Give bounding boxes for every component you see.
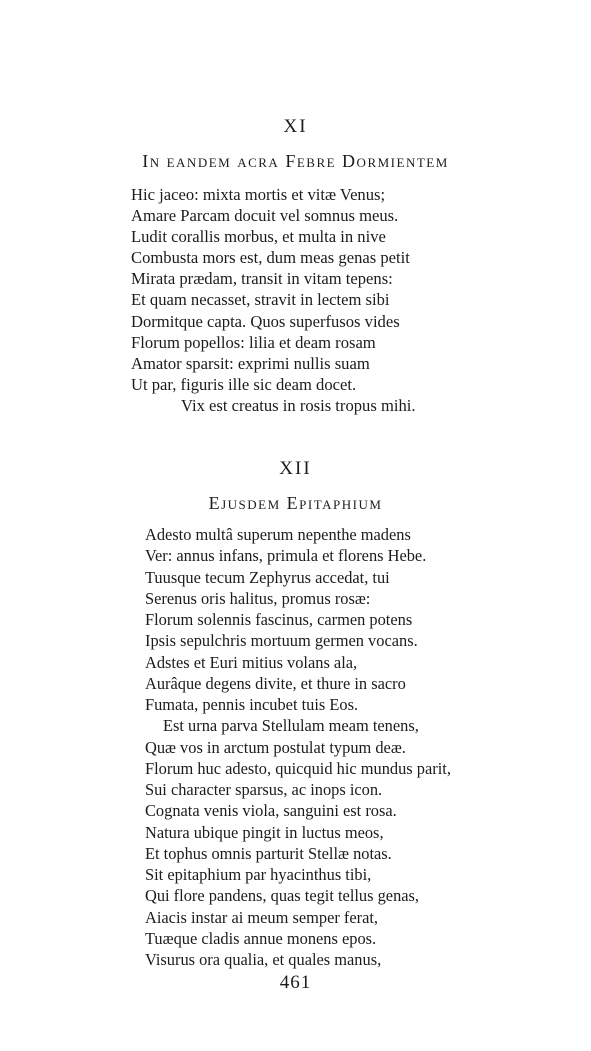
poem-line: Vix est creatus in rosis tropus mihi. [181,395,416,415]
poem-line: Florum huc adesto, quicquid hic mundus parit, [145,758,451,778]
poem-xii-numeral: XII [279,458,312,479]
poem-line: Visurus ora qualia, et quales manus, [145,950,382,969]
poem-line: Natura ubique pingit in luctus meos, [145,822,384,842]
poem-line: Amator sparsit: exprimi nullis suam [131,353,370,373]
poem-line: Sui character sparsus, ac inops icon. [145,780,383,799]
poem-line: Combusta mors est, dum meas genas petit [131,248,410,268]
poem-line: Ludit corallis morbus, et multa in nive [131,227,386,247]
poem-line: Dormitque capta. Quos superfusos vides [131,311,400,331]
poem-line: Cognata venis viola, sanguini est rosa. [145,801,397,821]
poem-line: Adesto multâ superum nepenthe madens [145,525,411,544]
poem-line: Mirata prædam, transit in vitam tepens: [131,269,393,289]
poem-line: Florum popellos: lilia et deam rosam [131,332,376,352]
poem-line: Amare Parcam docuit vel somnus meus. [131,206,399,226]
poem-line: Et tophus omnis parturit Stellæ notas. [145,843,392,863]
poem-line: Florum solennis fascinus, carmen potens [145,610,413,629]
poem-line: Serenus oris halitus, promus rosæ: [145,588,371,608]
poem-line: Hic jaceo: mixta mortis et vitæ Venus; [131,185,386,204]
poem-xi-numeral: XI [283,116,308,137]
poem-xii-heading: Ejusdem Epitaphium [208,493,383,513]
poem-line: Et quam necasset, stravit in lectem sibi [131,290,390,310]
poem-xi-heading: In eandem acra Febre Dormientem [142,151,449,171]
poem-line: Sit epitaphium par hyacinthus tibi, [145,865,372,884]
poem-line: Aiacis instar ai meum semper ferat, [145,907,379,927]
poem-line: Est urna parva Stellulam meam tenens, [163,716,419,736]
poem-line: Tuæque cladis annue monens epos. [145,928,377,948]
poem-xii-text [145,524,451,970]
poem-line: Ut par, figuris ille sic deam docet. [131,374,357,394]
poem-line: Fumata, pennis incubet tuis Eos. [145,695,359,714]
poem-line: Adstes et Euri mitius volans ala, [145,652,358,672]
poem-line: Aurâque degens divite, et thure in sacro [145,673,406,693]
poem-line: Ver: annus infans, primula et florens Hebe. [145,546,427,566]
poem-line: Qui flore pandens, quas tegit tellus genas, [145,886,420,906]
poem-line: Quæ vos in arctum postulat typum deæ. [145,737,406,757]
poem-xi-text [131,184,416,416]
page-number: 461 [279,972,312,993]
poem-line: Tuusque tecum Zephyrus accedat, tui [145,567,390,587]
poem-line: Ipsis sepulchris mortuum germen vocans. [145,631,418,651]
